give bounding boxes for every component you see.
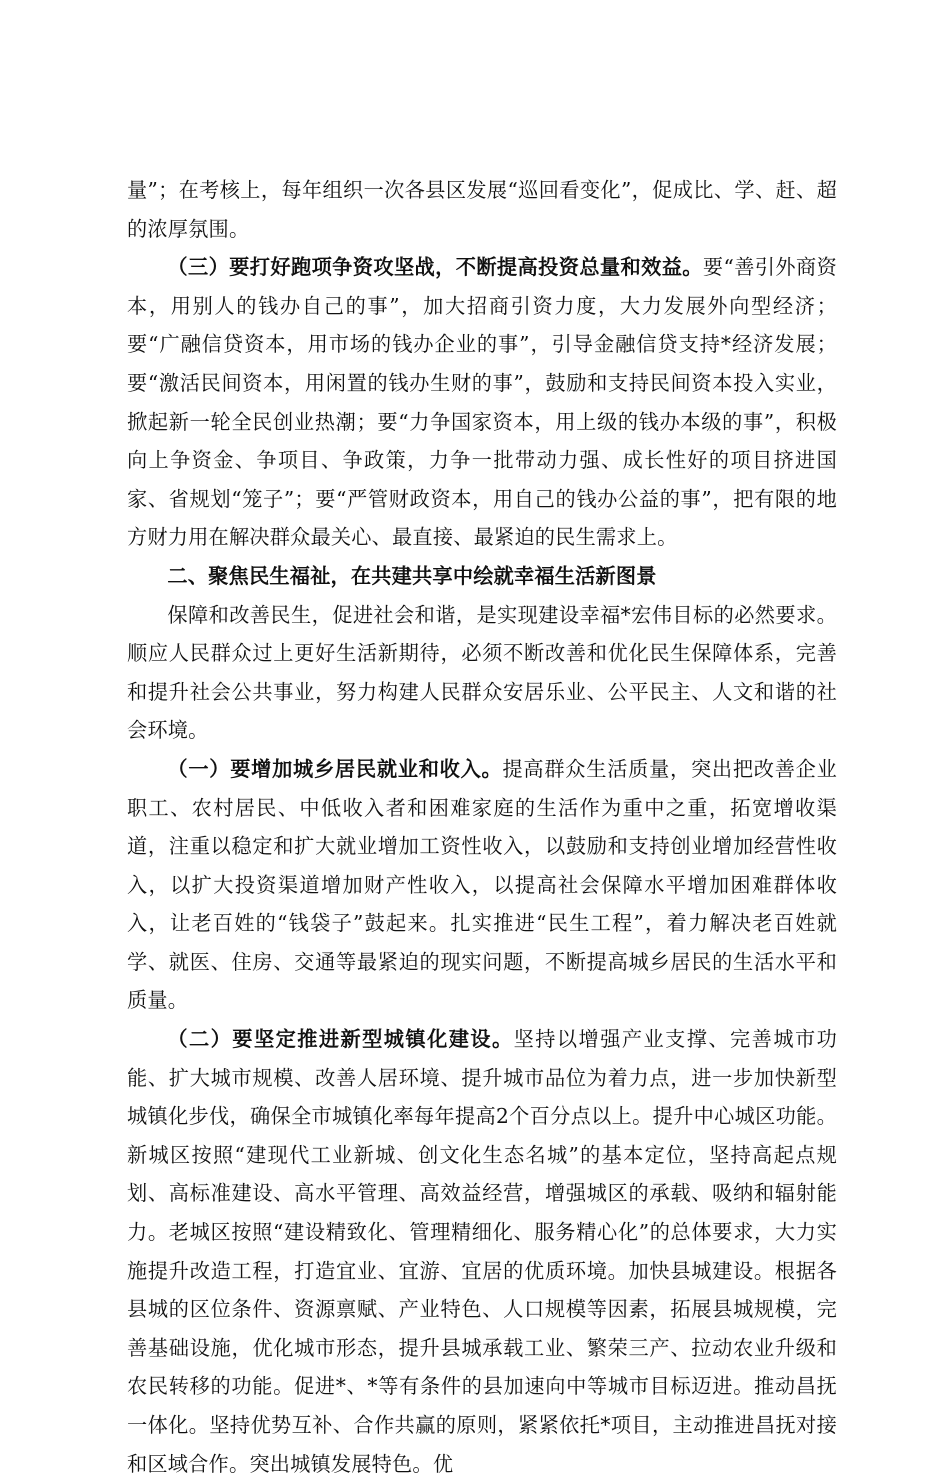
paragraph-continuation: [127, 171, 837, 248]
paragraph-lead: （二）要坚定推进新型城镇化建设。: [167, 1027, 514, 1052]
paragraph-urbanization: [127, 1020, 837, 1483]
paragraph-text: 量”；在考核上，每年组织一次各县区发展“巡回看变化”，促成比、学、赶、超的浓厚氛围。: [127, 178, 837, 241]
document-body: [127, 171, 837, 1483]
paragraph-livelihood-intro: [127, 596, 837, 750]
paragraph-text: 要“善引外商资本，用别人的钱办自己的事”，加大招商引资力度，大力发展外向型经济；要“广融信贷资本，用市场的钱办企业的事”，引导金融信贷支持*经济发展；要“激活民间资本，用闲置的钱办生财的事”，鼓励和支持民间资本投入实业，掀起新一轮全民创业热潮；要“力争国家资本，用上级的钱办本级的事”，积极向上争资金、争项目、争政策，力争一批带动力强、成长性好的项目挤进国家、省规划“笼子”；要“严管财政资本，用自己的钱办公益的事”，把有限的地方财力用在解决群众最关心、最直接、最紧迫的民生需求上。: [127, 255, 837, 550]
paragraph-text: 坚持以增强产业支撑、完善城市功能、扩大城市规模、改善人居环境、提升城市品位为着力点，进一步加快新型城镇化步伐，确保全市城镇化率每年提高2个百分点以上。提升中心城区功能。新城区按照“建现代工业新城、创文化生态名城”的基本定位，坚持高起点规划、高标准建设、高水平管理、高效益经营，增强城区的承载、吸纳和辐射能力。老城区按照“建设精致化、管理精细化、服务精心化”的总体要求，大力实施提升改造工程，打造宜业、宜游、宜居的优质环境。加快县城建设。根据各县城的区位条件、资源禀赋、产业特色、人口规模等因素，拓展县城规模，完善基础设施，优化城市形态，提升县城承载工业、繁荣三产、拉动农业升级和农民转移的功能。促进*、*等有条件的县加速向中等城市目标迈进。推动昌抚一体化。坚持优势互补、合作共赢的原则，紧紧依托*项目，主动推进昌抚对接和区域合作。突出城镇发展特色。优: [127, 1027, 837, 1476]
paragraph-lead: （一）要增加城乡居民就业和收入。: [167, 756, 503, 781]
paragraph-investment: [127, 248, 837, 557]
paragraph-employment-income: [127, 750, 837, 1020]
paragraph-lead: （三）要打好跑项争资攻坚战，不断提高投资总量和效益。: [167, 255, 703, 280]
paragraph-text: 提高群众生活质量，突出把改善企业职工、农村居民、中低收入者和困难家庭的生活作为重中之重，拓宽增收渠道，注重以稳定和扩大就业增加工资性收入，以鼓励和支持创业增加经营性收入，以扩大投资渠道增加财产性收入，以提高社会保障水平增加困难群体收入，让老百姓的“钱袋子”鼓起来。扎实推进“民生工程”，着力解决老百姓就学、就医、住房、交通等最紧迫的现实问题，不断提高城乡居民的生活水平和质量。: [127, 756, 838, 1013]
section-heading: 二、聚焦民生福祉，在共建共享中绘就幸福生活新图景: [167, 563, 657, 588]
paragraph-text: 保障和改善民生，促进社会和谐，是实现建设幸福*宏伟目标的必然要求。顺应人民群众过上更好生活新期待，必须不断改善和优化民生保障体系，完善和提升社会公共事业，努力构建人民群众安居乐业、公平民主、人文和谐的社会环境。: [127, 602, 837, 743]
